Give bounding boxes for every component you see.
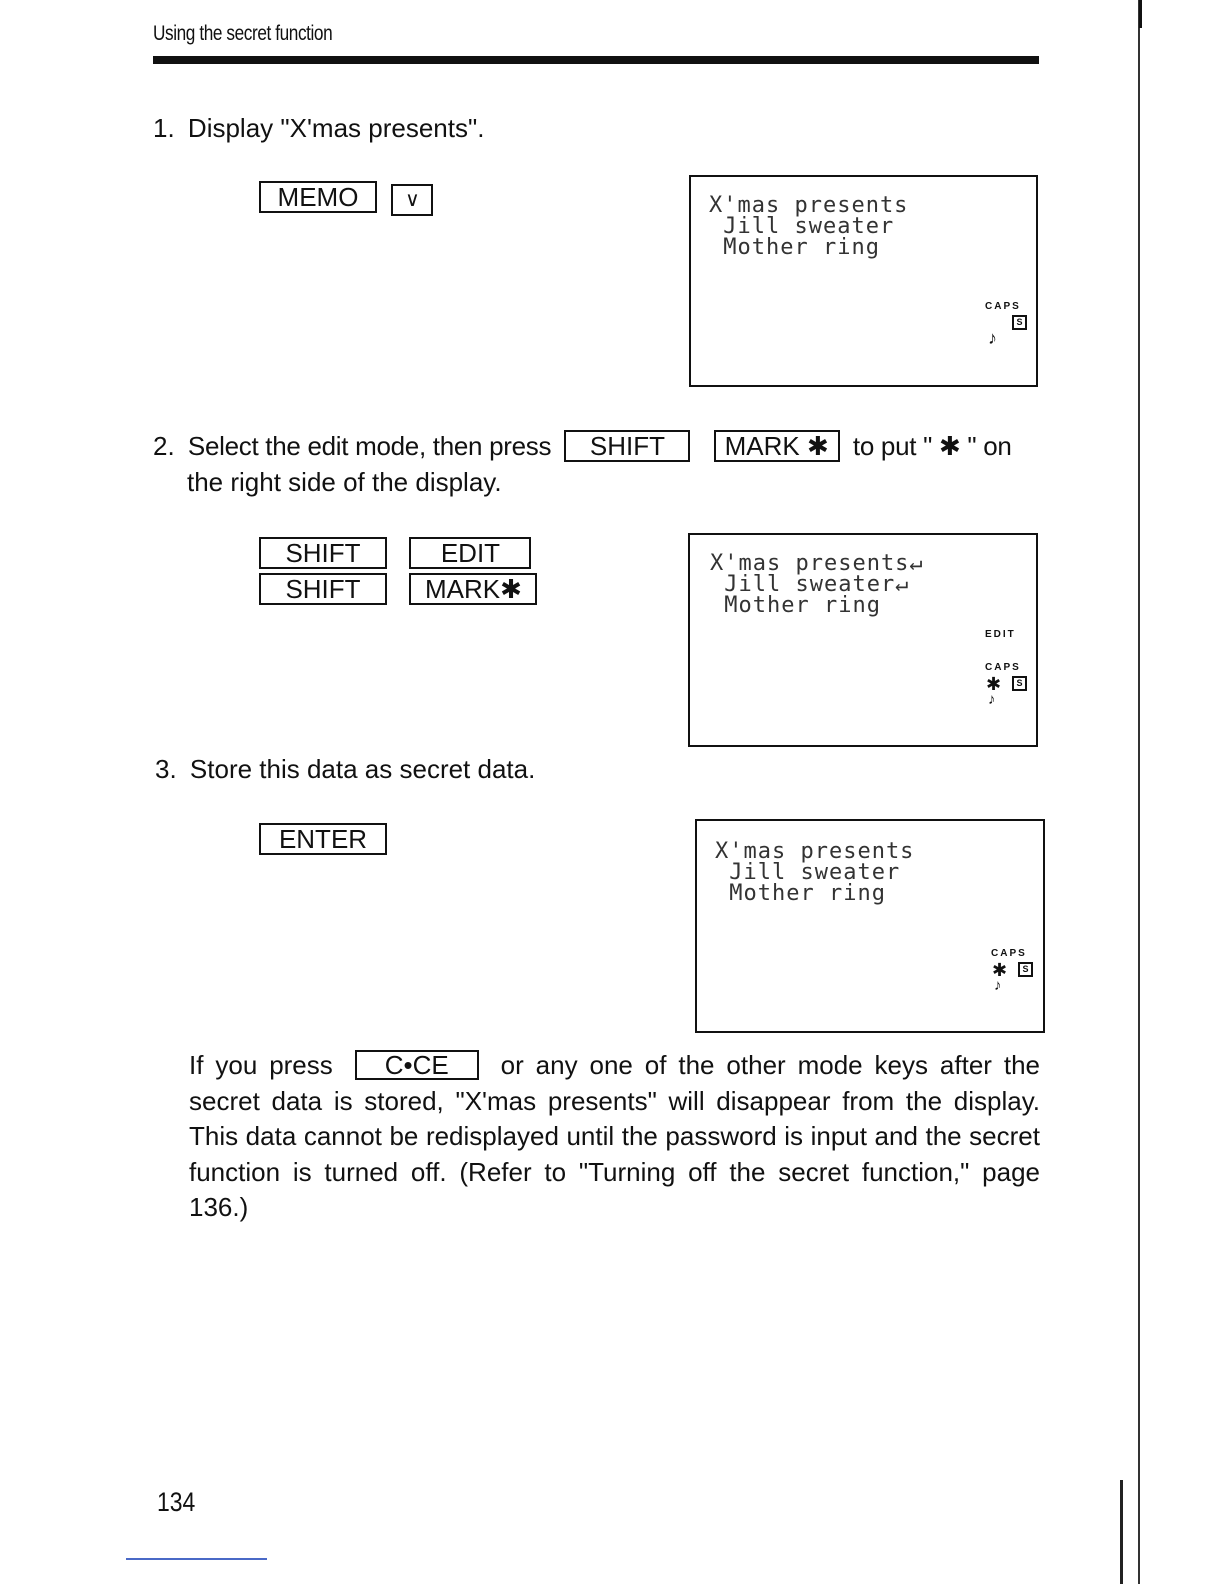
secret-s-icon: S <box>1012 315 1027 330</box>
sound-note-icon: ♪ <box>994 977 1002 994</box>
sound-note-icon: ♪ <box>988 691 996 708</box>
paragraph-after: or any one of the other mode keys after the secret data is stored, "X'mas presents" will disappear from the display. This data cannot be redisplayed until the password is input and the secret function is turned off. (Refer to "Turning off the secret function," page 136.) <box>189 1050 1040 1222</box>
mark-key-inline[interactable]: MARK ✱ <box>714 430 840 462</box>
mark-key[interactable]: MARK✱ <box>409 573 537 605</box>
page-edge-mark <box>1139 0 1142 28</box>
step-3-keys <box>259 823 387 855</box>
down-arrow-key[interactable]: ∨ <box>391 184 433 216</box>
step-1 <box>153 110 484 146</box>
display-line: Jill sweater <box>715 860 901 885</box>
page-number: 134 <box>157 1487 196 1517</box>
step-2 <box>153 428 1043 464</box>
enter-key[interactable]: ENTER <box>259 823 387 855</box>
lcd-display-2 <box>688 533 1038 747</box>
edit-key[interactable]: EDIT <box>409 537 531 569</box>
step-1-keys <box>259 181 433 216</box>
caps-indicator: CAPS <box>985 301 1021 312</box>
caps-indicator: CAPS <box>985 662 1021 673</box>
sound-note-icon: ♪ <box>988 328 997 348</box>
cce-key[interactable]: C•CE <box>355 1050 479 1080</box>
shift-key[interactable]: SHIFT <box>259 537 387 569</box>
display-line: Mother ring <box>709 235 880 260</box>
secret-s-icon: S <box>1012 676 1027 691</box>
asterisk-mark-icon: ✱ <box>986 674 1002 694</box>
step-2-keys-row2 <box>259 573 537 605</box>
step-3-text: Store this data as secret data. <box>189 754 536 784</box>
display-line: X'mas presents↵ <box>710 551 924 576</box>
display-line: X'mas presents <box>709 193 909 218</box>
shift-key-inline[interactable]: SHIFT <box>564 430 690 462</box>
step-2-text-after: to put " ✱ " on <box>852 431 1012 461</box>
step-2-keys-row1 <box>259 537 531 569</box>
display-line: Mother ring <box>710 593 881 618</box>
footer-rule <box>126 1558 267 1560</box>
page-edge-line <box>1138 0 1140 1584</box>
paragraph-before: If you press <box>189 1050 333 1080</box>
step-3 <box>155 751 535 787</box>
header-rule <box>153 56 1039 64</box>
step-3-number: 3. <box>155 754 177 784</box>
step-2-line2: the right side of the display. <box>187 467 502 497</box>
lcd-display-3 <box>695 819 1045 1033</box>
edit-indicator: EDIT <box>985 629 1016 640</box>
secret-s-icon: S <box>1018 962 1033 977</box>
shift-key[interactable]: SHIFT <box>259 573 387 605</box>
lcd-display-1 <box>689 175 1038 387</box>
display-line: Jill sweater <box>709 214 895 239</box>
display-line: Mother ring <box>715 881 886 906</box>
step-1-text: Display "X'mas presents". <box>187 113 485 143</box>
running-header: Using the secret function <box>153 22 333 45</box>
asterisk-mark-icon: ✱ <box>992 960 1008 980</box>
display-line: X'mas presents <box>715 839 915 864</box>
step-1-number: 1. <box>153 113 175 143</box>
display-line: Jill sweater↵ <box>710 572 910 597</box>
page-edge-mark-lower <box>1120 1480 1123 1584</box>
caps-indicator: CAPS <box>991 948 1027 959</box>
step-2-number: 2. <box>153 431 175 461</box>
step-2-text: Select the edit mode, then press <box>187 431 552 461</box>
memo-key[interactable]: MEMO <box>259 181 377 213</box>
explanation-paragraph <box>189 1048 1040 1226</box>
